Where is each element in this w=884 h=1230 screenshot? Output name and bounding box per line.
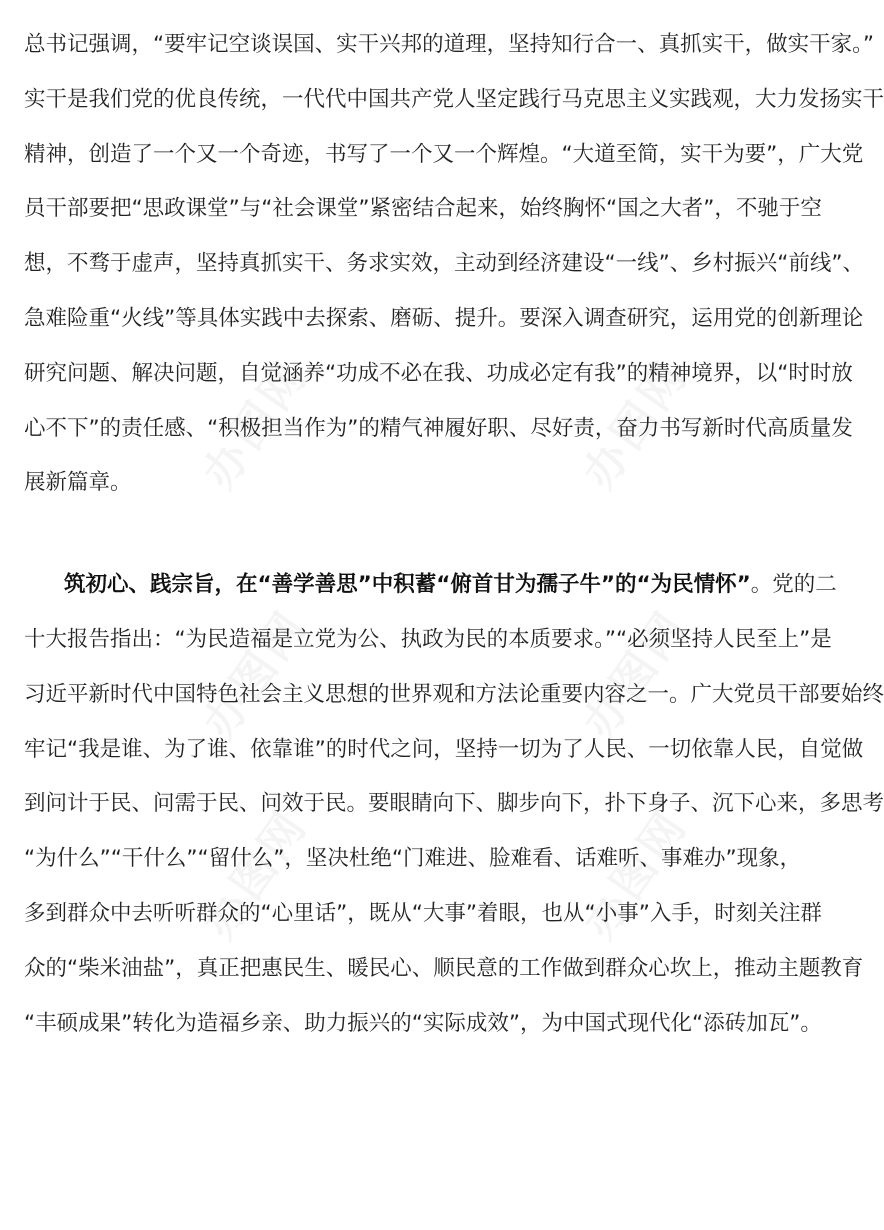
text-line-lead (24, 558, 837, 613)
text-line: 展新篇章。 (24, 470, 132, 496)
text-line: 总书记强调，“要牢记空谈误国、实干兴邦的道理，坚持知行合一、真抓实干，做实干家。” (24, 32, 875, 57)
heading-continuation: 。党的二 (750, 572, 837, 598)
text-line: 想，不骛于虚声，坚持真抓实干、务求实效，主动到经济建设“一线”、乡村振兴“前线”、 (24, 251, 865, 277)
document-body (24, 18, 884, 1051)
text-line: 众的“柴米油盐”，真正把惠民生、暖民心、顺民意的工作做到群众心坎上，推动主题教育 (24, 955, 864, 981)
text-line: “为什么”“干什么”“留什么”，坚决杜绝“门难进、脸难看、话难听、事难办”现象， (24, 846, 802, 872)
paragraph-2 (24, 558, 884, 1051)
paragraph-1 (24, 18, 884, 511)
text-line: 习近平新时代中国特色社会主义思想的世界观和方法论重要内容之一。广大党员干部要始终 (24, 681, 884, 707)
text-line: 急难险重“火线”等具体实践中去探索、磨砺、提升。要深入调查研究，运用党的创新理论 (24, 305, 864, 331)
text-line: 牢记“我是谁、为了谁、依靠谁”的时代之问，坚持一切为了人民、一切依靠人民，自觉做 (24, 736, 864, 762)
text-line: 研究问题、解决问题，自觉涵养“功成不必在我、功成必定有我”的精神境界，以“时时放 (24, 360, 853, 386)
text-line: 精神，创造了一个又一个奇迹，书写了一个又一个辉煌。“大道至简，实干为要”，广大党 (24, 141, 864, 167)
text-line: “丰硕成果”转化为造福乡亲、助力振兴的“实际成效”，为中国式现代化“添砖加瓦”。 (24, 1010, 822, 1036)
text-line: 多到群众中去听听群众的“心里话”，既从“大事”着眼，也从“小事”入手，时刻关注群 (24, 900, 822, 926)
text-line: 十大报告指出：“为民造福是立党为公、执政为民的本质要求。”“必须坚持人民至上”是 (24, 626, 832, 652)
text-line: 员干部要把“思政课堂”与“社会课堂”紧密结合起来，始终胸怀“国之大者”，不驰于空 (24, 196, 822, 222)
text-line: 心不下”的责任感、“积极担当作为”的精气神履好职、尽好责，奋力书写新时代高质量发 (24, 415, 853, 441)
paragraph-heading: 筑初心、践宗旨，在“善学善思”中积蓄“俯首甘为孺子牛”的“为民情怀” (64, 572, 751, 598)
text-line: 到问计于民、问需于民、问效于民。要眼睛向下、脚步向下，扑下身子、沉下心来，多思考 (24, 791, 884, 817)
text-line: 实干是我们党的优良传统，一代代中国共产党人坚定践行马克思主义实践观，大力发扬实干 (24, 86, 884, 112)
